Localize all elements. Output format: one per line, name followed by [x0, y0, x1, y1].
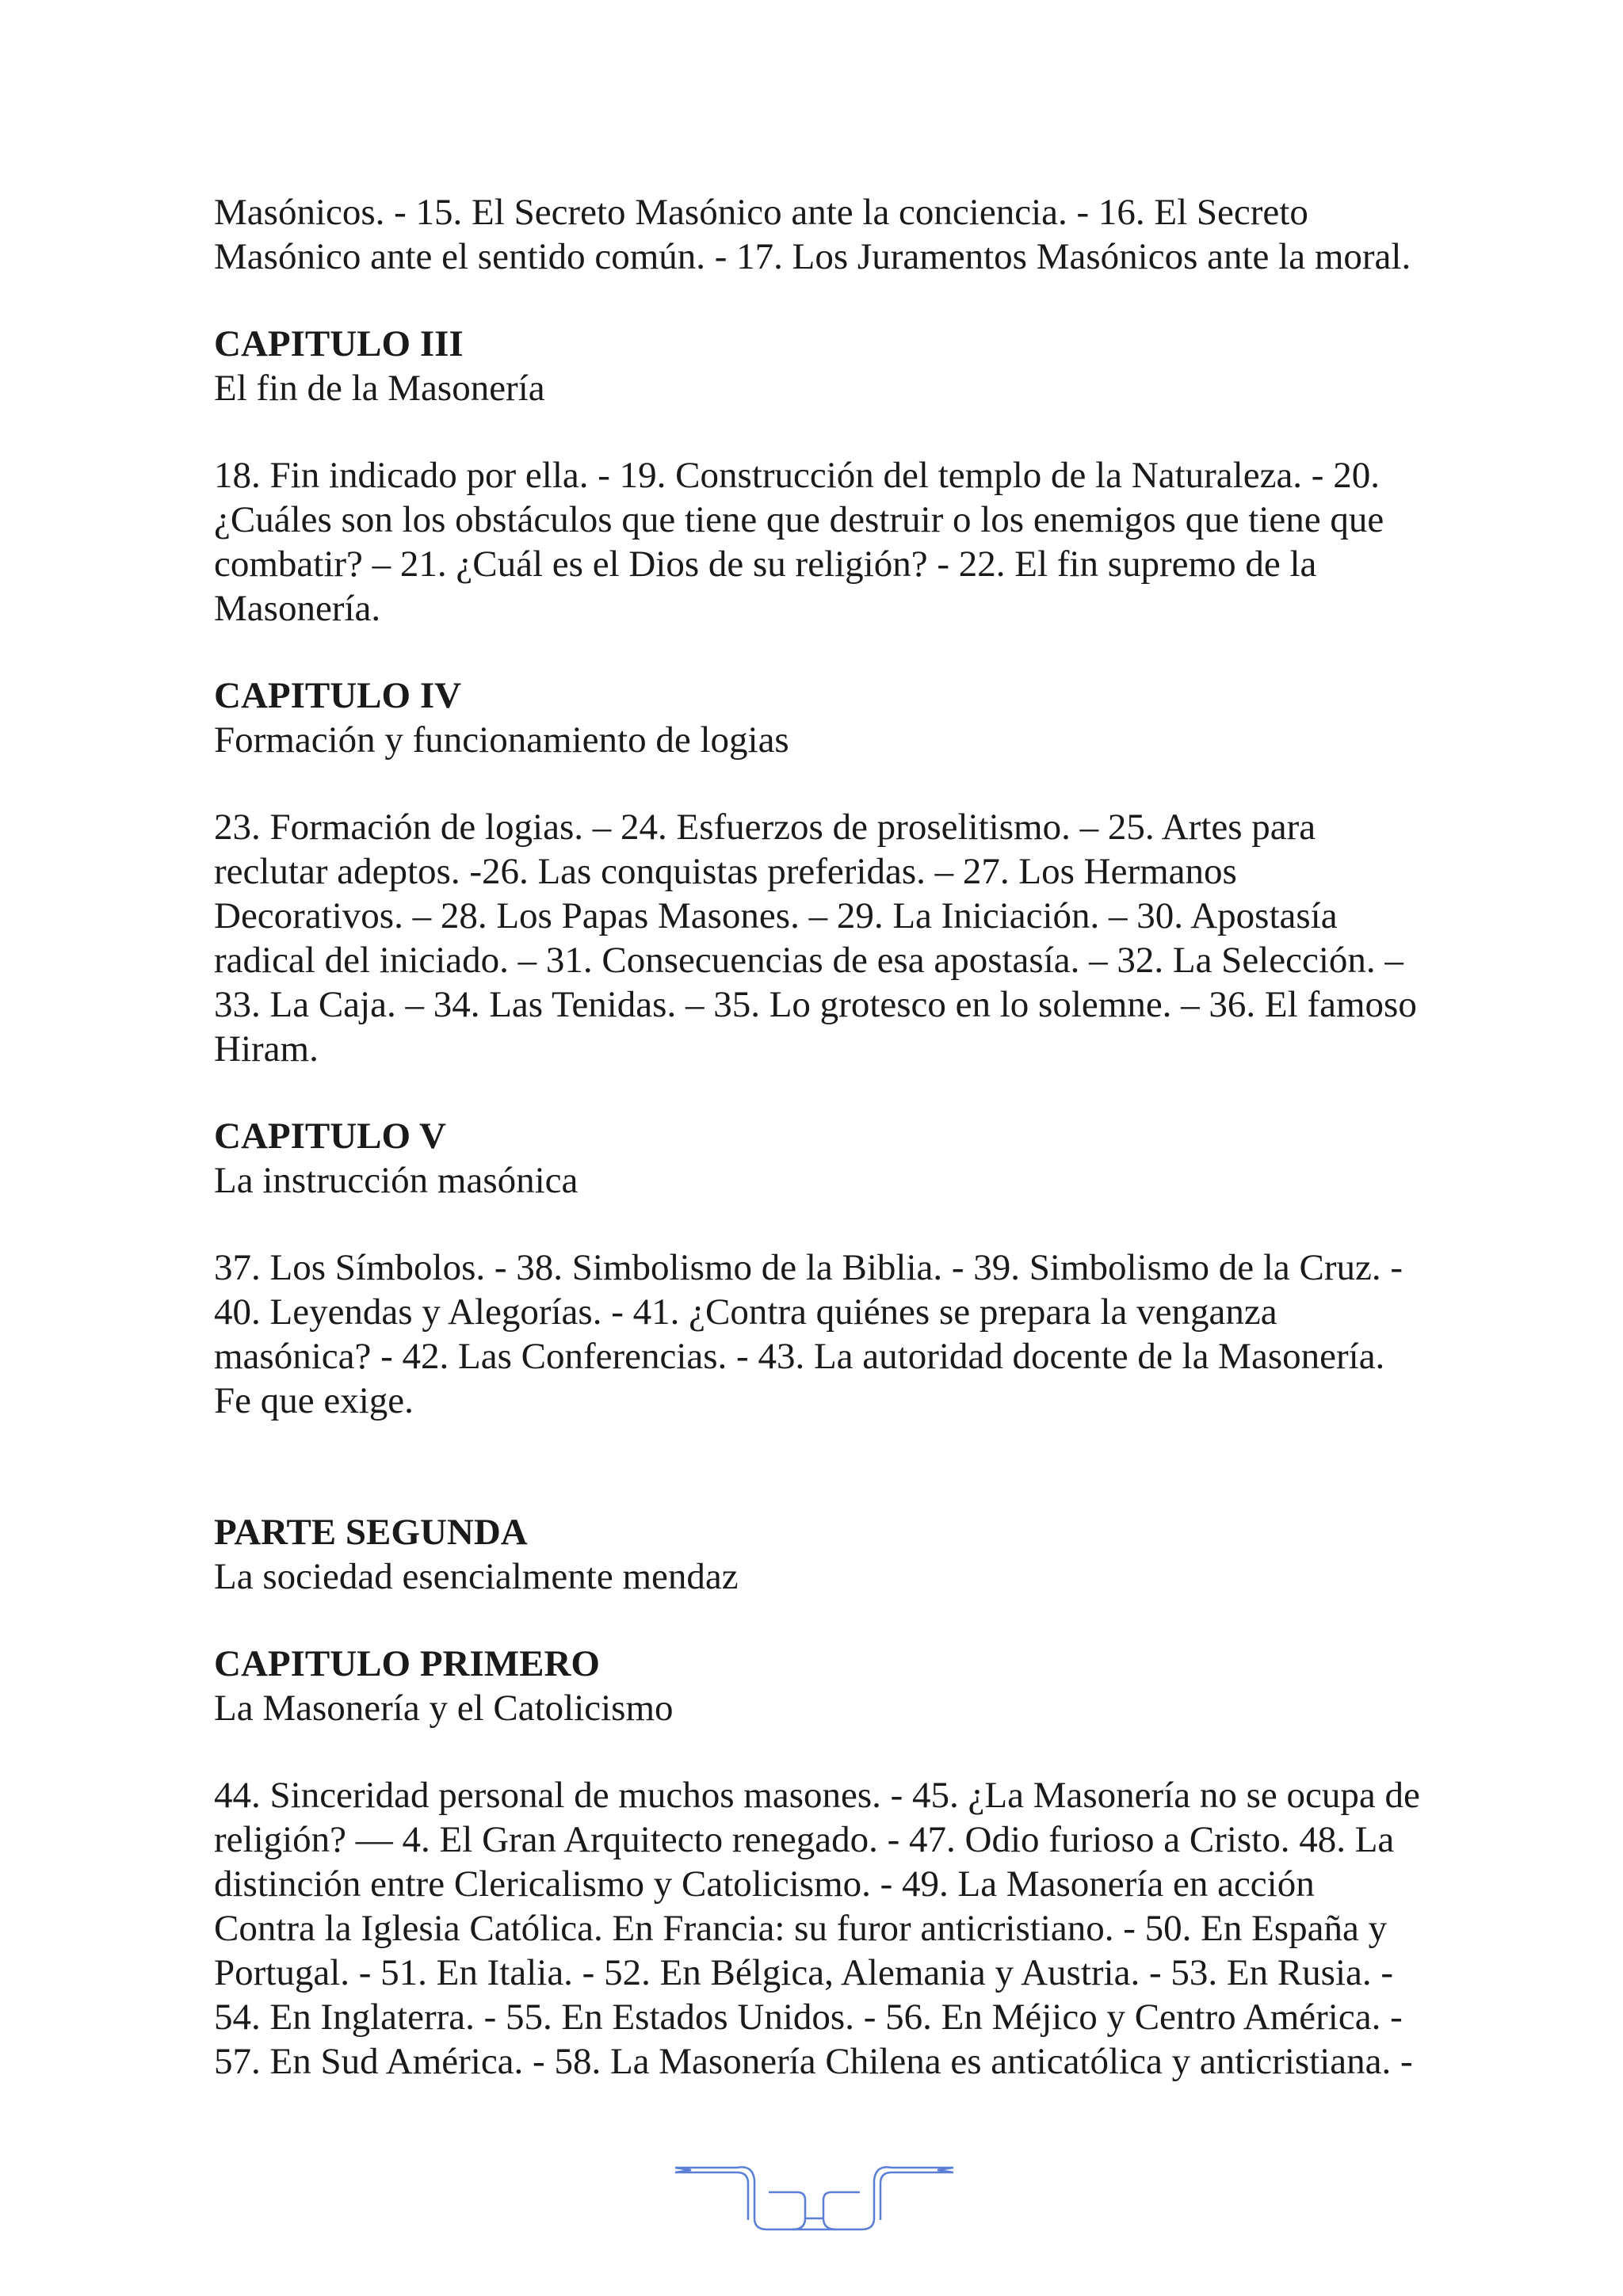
chapter-4-section	[214, 673, 1482, 1071]
text-line: Hiram.	[214, 1028, 319, 1070]
text-line: ¿Cuáles son los obstáculos que tiene que destruir o los enemigos que tiene que	[214, 499, 1384, 540]
chapter-summary	[214, 1245, 1482, 1423]
text-line: 40. Leyendas y Alegorías. - 41. ¿Contra quiénes se prepara la venganza	[214, 1291, 1277, 1333]
chapter-summary	[214, 453, 1482, 631]
text-line: masónica? - 42. Las Conferencias. - 43. La autoridad docente de la Masonería.	[214, 1336, 1385, 1377]
text-line: radical del iniciado. – 31. Consecuencias de esa apostasía. – 32. La Selección. –	[214, 940, 1403, 981]
text-line: 44. Sinceridad personal de muchos masones. - 45. ¿La Masonería no se ocupa de	[214, 1775, 1420, 1816]
chapter-1-section	[214, 1642, 1482, 2084]
chapter-3-section	[214, 322, 1482, 631]
chapter-summary	[214, 805, 1482, 1071]
text-line: Masonería.	[214, 588, 381, 629]
text-line: Portugal. - 51. En Italia. - 52. En Bélgica, Alemania y Austria. - 53. En Rusia. -	[214, 1952, 1394, 1993]
part-heading: PARTE SEGUNDA	[214, 1512, 528, 1553]
chapter-heading: CAPITULO PRIMERO	[214, 1643, 600, 1684]
chapter-subtitle: La Masonería y el Catolicismo	[214, 1688, 674, 1729]
text-line: Fe que exige.	[214, 1380, 414, 1421]
text-line: Masónico ante el sentido común. - 17. Los Juramentos Masónicos ante la moral.	[214, 236, 1411, 277]
text-line: 33. La Caja. – 34. Las Tenidas. – 35. Lo grotesco en lo solemne. – 36. El famoso	[214, 984, 1417, 1025]
chapter-heading: CAPITULO III	[214, 323, 464, 364]
text-line: 18. Fin indicado por ella. - 19. Construcción del templo de la Naturaleza. - 20.	[214, 455, 1380, 496]
text-line: 37. Los Símbolos. - 38. Simbolismo de la Biblia. - 39. Simbolismo de la Cruz. -	[214, 1247, 1403, 1288]
text-line: religión? — 4. El Gran Arquitecto renegado. - 47. Odio furioso a Cristo. 48. La	[214, 1819, 1395, 1860]
text-line: 23. Formación de logias. – 24. Esfuerzos de proselitismo. – 25. Artes para	[214, 807, 1316, 848]
text-line: combatir? – 21. ¿Cuál es el Dios de su religión? - 22. El fin supremo de la	[214, 543, 1317, 585]
text-line: Decorativos. – 28. Los Papas Masones. – 29. La Iniciación. – 30. Apostasía	[214, 895, 1338, 936]
chapter-heading: CAPITULO V	[214, 1116, 446, 1157]
text-line: Masónicos. - 15. El Secreto Masónico ante la conciencia. - 16. El Secreto	[214, 192, 1308, 233]
chapter-subtitle: La instrucción masónica	[214, 1160, 579, 1201]
chapter-5-section	[214, 1114, 1482, 1423]
text-line: distinción entre Clericalismo y Catolicismo. - 49. La Masonería en acción	[214, 1863, 1315, 1905]
chapter-subtitle: Formación y funcionamiento de logias	[214, 719, 789, 761]
chapter-summary	[214, 1773, 1482, 2084]
chapter-subtitle: El fin de la Masonería	[214, 368, 545, 409]
text-line: reclutar adeptos. -26. Las conquistas preferidas. – 27. Los Hermanos	[214, 851, 1237, 892]
chapter-heading: CAPITULO IV	[214, 675, 462, 716]
part-2-section	[214, 1510, 1482, 1599]
text-line: Contra la Iglesia Católica. En Francia: su furor anticristiano. - 50. En España y	[214, 1908, 1388, 1949]
part-subtitle: La sociedad esencialmente mendaz	[214, 1556, 739, 1597]
document-page	[214, 190, 1482, 2084]
intro-paragraph	[214, 190, 1482, 279]
text-line: 57. En Sud América. - 58. La Masonería Chilena es anticatólica y anticristiana. -	[214, 2041, 1413, 2082]
scroll-ornament-icon	[674, 2157, 955, 2232]
text-line: 54. En Inglaterra. - 55. En Estados Unidos. - 56. En Méjico y Centro América. -	[214, 1997, 1403, 2038]
